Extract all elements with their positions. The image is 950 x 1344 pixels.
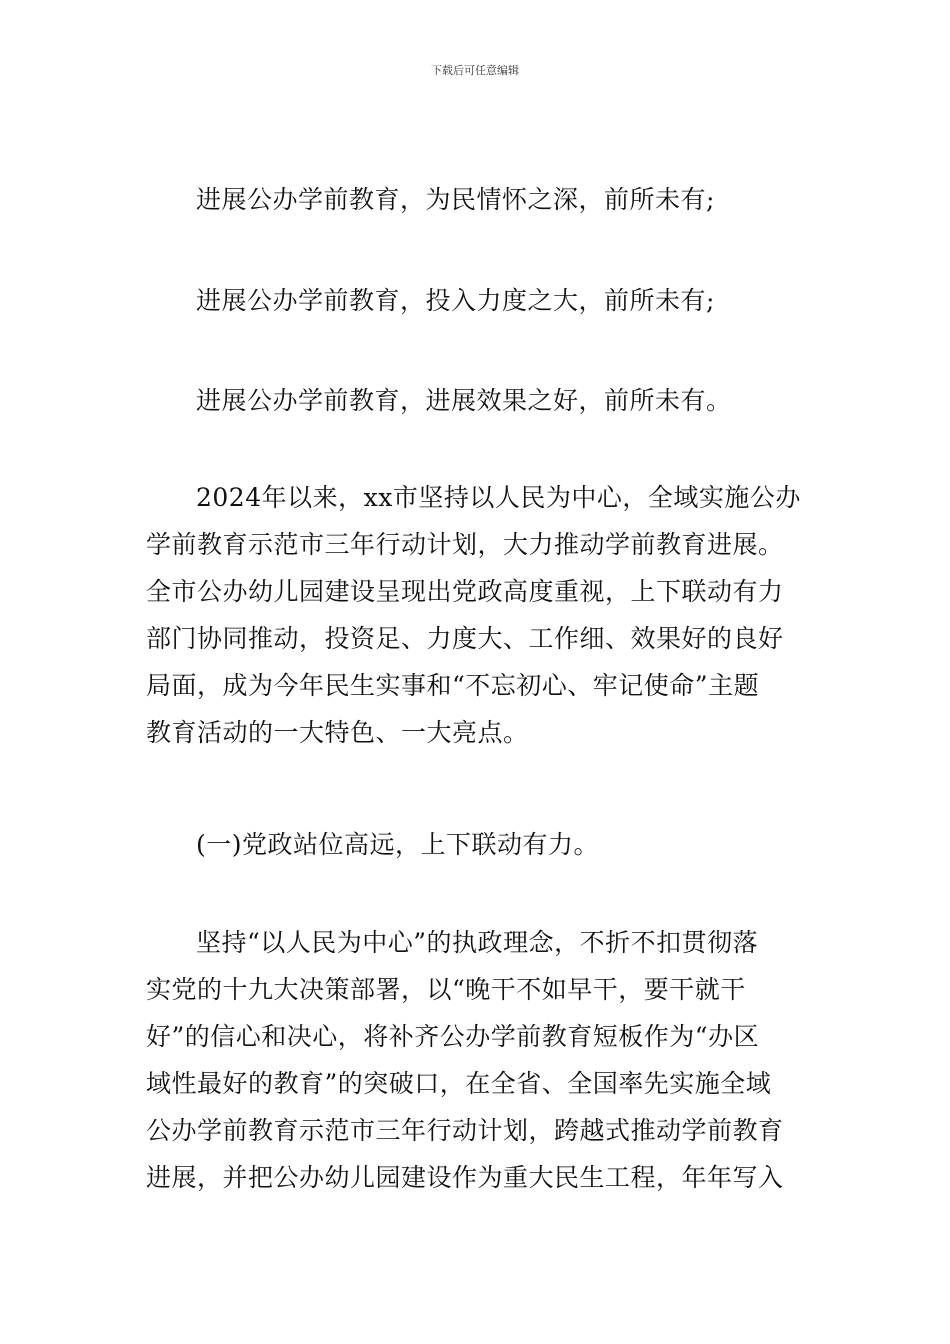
paragraph-commitment-2 — [146, 277, 806, 324]
text-line: 公办学前教育示范市三年行动计划，跨越式推动学前教育 — [146, 1116, 784, 1145]
section-heading-1 — [146, 821, 806, 868]
paragraph-section-1-body — [146, 919, 806, 1201]
paragraph-commitment-1 — [146, 176, 806, 223]
text-line: 教育活动的一大特色、一大亮点。 — [146, 718, 529, 747]
text-line: (一)党政站位高远，上下联动有力。 — [196, 830, 600, 859]
text-line: 学前教育示范市三年行动计划，大力推动学前教育进展。 — [146, 530, 784, 559]
paragraph-commitment-3 — [146, 377, 806, 424]
text-line: 局面，成为今年民生实事和“不忘初心、牢记使命”主题 — [146, 671, 760, 700]
text-line: 进展公办学前教育，为民情怀之深，前所未有; — [196, 185, 715, 214]
text-line: 进展公办学前教育，投入力度之大，前所未有; — [196, 286, 715, 315]
paragraph-overview — [146, 474, 806, 756]
text-line: 部门协同推动，投资足、力度大、工作细、效果好的良好 — [146, 624, 784, 653]
text-line: 实党的十九大决策部署，以“晚干不如早干，要干就干 — [146, 975, 746, 1004]
text-line: 进展，并把公办幼儿园建设作为重大民生工程，年年写入 — [146, 1163, 784, 1192]
text-line: 坚持“以人民为中心”的执政理念，不折不扣贯彻落 — [196, 928, 759, 957]
text-line: 域性最好的教育”的突破口，在全省、全国率先实施全域 — [146, 1069, 772, 1098]
text-line: 全市公办幼儿园建设呈现出党政高度重视，上下联动有力 — [146, 577, 784, 606]
text-line: 好”的信心和决心，将补齐公办学前教育短板作为“办区 — [146, 1022, 760, 1051]
text-line: 进展公办学前教育，进展效果之好，前所未有。 — [196, 386, 732, 415]
page-header-note: 下载后可任意编辑 — [431, 64, 519, 77]
text-line: 2024年以来，xx市坚持以人民为中心，全域实施公办 — [196, 483, 801, 512]
